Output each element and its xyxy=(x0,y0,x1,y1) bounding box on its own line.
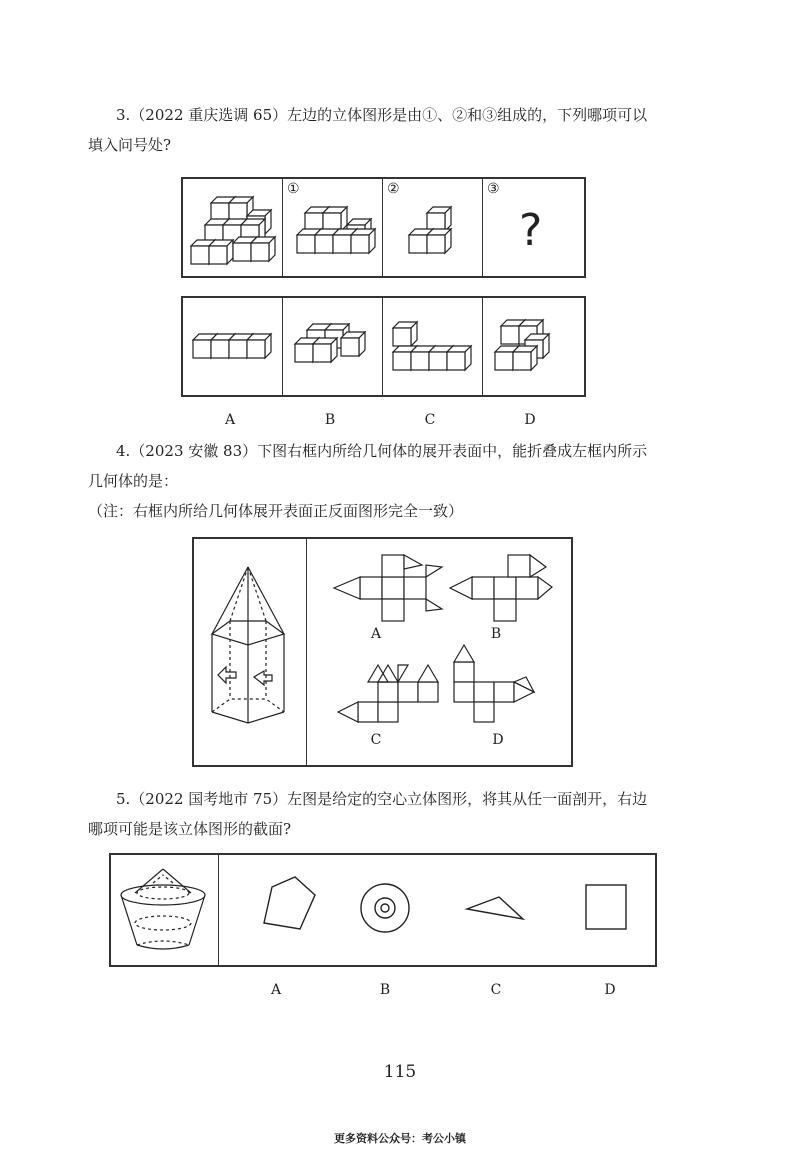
q3-part3-label: ③ xyxy=(487,181,500,197)
q5-option-b-rings xyxy=(361,884,409,932)
page-number: 115 xyxy=(383,1062,417,1082)
q5-label-c: C xyxy=(490,982,502,998)
q3-part2-label: ② xyxy=(387,181,400,197)
q5-label-b: B xyxy=(379,982,391,998)
question-5-line2: 哪项可能是该立体图形的截面? xyxy=(88,820,292,838)
question-3-text xyxy=(88,100,728,160)
q4-net-a xyxy=(334,555,442,621)
q3-top-cubes xyxy=(181,177,586,278)
question-3-line1: 3.（2022 重庆选调 65）左边的立体图形是由①、②和③组成的，下列哪项可以 xyxy=(116,106,648,124)
question-3-line2: 填入问号处? xyxy=(88,136,172,154)
q4-label-c: C xyxy=(370,732,382,748)
footer-text: 更多资料公众号：考公小镇 xyxy=(334,1132,466,1145)
q3-option-a-shape xyxy=(193,334,271,358)
q4-net-c xyxy=(338,665,438,722)
q5-label-a: A xyxy=(270,982,282,998)
q3-part1-shape xyxy=(297,207,375,253)
q5-given-solid xyxy=(121,869,205,949)
q4-net-d xyxy=(454,645,534,722)
q4-label-d: D xyxy=(492,732,504,748)
q3-option-d-shape xyxy=(495,320,549,370)
q3-option-b-shape xyxy=(295,324,365,362)
q3-option-cubes xyxy=(181,296,586,397)
question-5-line1: 5.（2022 国考地市 75）左图是给定的空心立体图形，将其从任一面剖开，右边 xyxy=(116,790,648,808)
q3-part1-label: ① xyxy=(287,181,300,197)
q4-net-b xyxy=(450,555,552,621)
q4-label-b: B xyxy=(490,626,502,642)
q5-label-d: D xyxy=(604,982,616,998)
q3-option-c-shape xyxy=(393,322,471,370)
q3-part2-shape xyxy=(409,207,451,253)
question-4-line2: 几何体的是： xyxy=(88,472,179,490)
q5-option-c-triangle xyxy=(467,897,523,919)
question-4-note: （注：右框内所给几何体展开表面正反面图形完全一致） xyxy=(88,502,464,520)
q5-option-d-square xyxy=(586,885,626,929)
q4-label-a: A xyxy=(370,626,382,642)
q4-given-solid xyxy=(212,567,284,723)
q3-label-b: B xyxy=(324,412,336,428)
question-5-text xyxy=(88,784,728,844)
question-4-text xyxy=(88,436,728,526)
q5-option-a-pentagon xyxy=(264,877,315,929)
q3-label-a: A xyxy=(224,412,236,428)
q5-figures xyxy=(109,853,657,967)
q3-label-c: C xyxy=(424,412,436,428)
question-4-line1: 4.（2023 安徽 83）下图右框内所给几何体的展开表面中，能折叠成左框内所示 xyxy=(116,442,648,460)
q3-question-mark: ? xyxy=(519,205,543,256)
q3-given-shape xyxy=(191,197,275,264)
q3-label-d: D xyxy=(524,412,536,428)
